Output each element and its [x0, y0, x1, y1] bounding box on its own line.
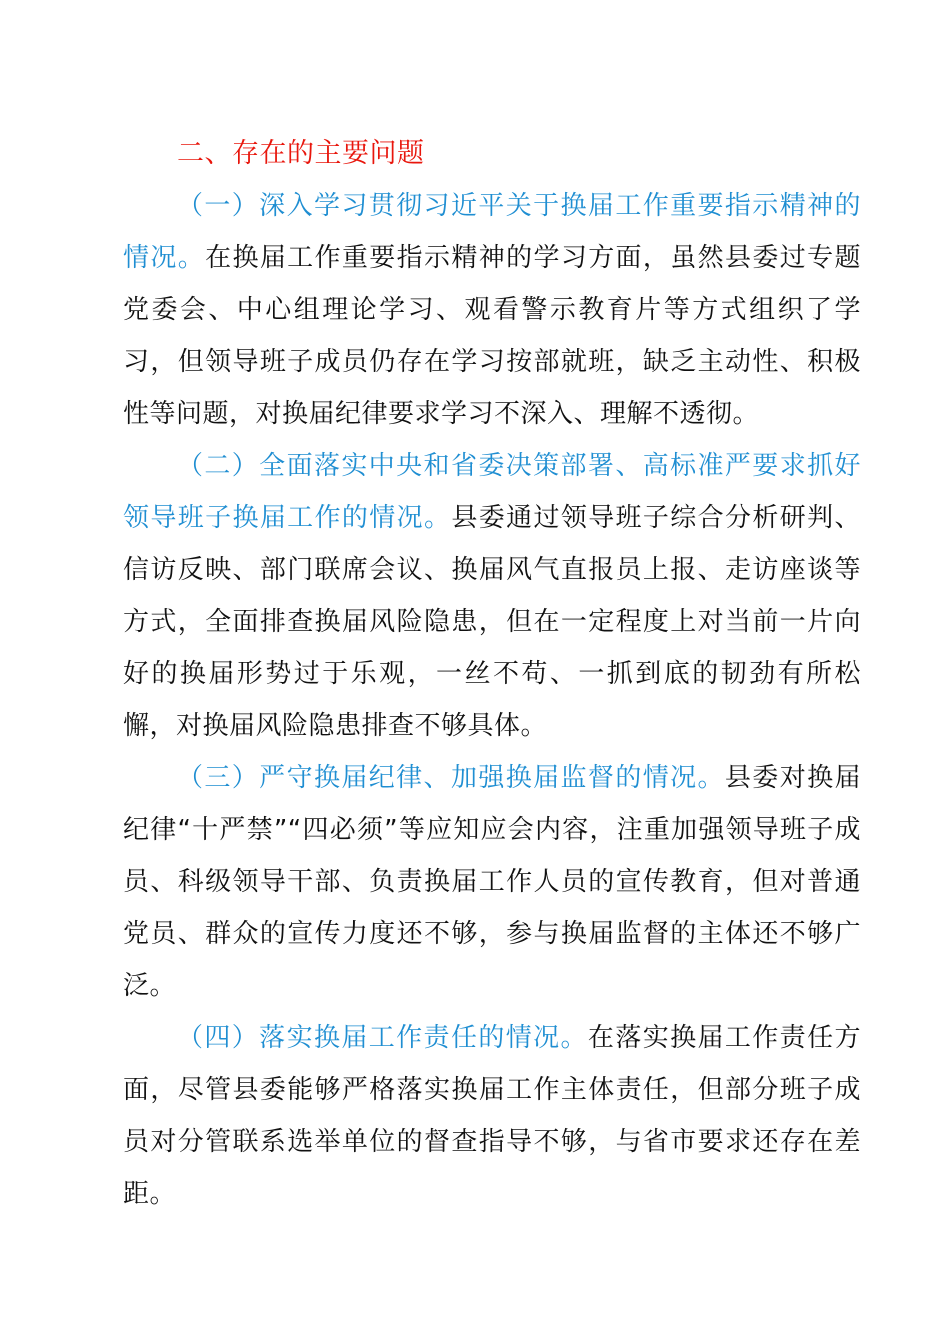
- paragraph-2: [123, 440, 861, 752]
- paragraph-1-body: 在换届工作重要指示精神的学习方面，虽然县委过专题党委会、中心组理论学习、观看警示教育片等方式组织了学习，但领导班子成员仍存在学习按部就班，缺乏主动性、积极性等问题，对换届纪律要求学习不深入、理解不透彻。: [123, 243, 861, 429]
- paragraph-3-body: 县委对换届纪律“十严禁”“四必须”等应知应会内容，注重加强领导班子成员、科级领导干部、负责换届工作人员的宣传教育，但对普通党员、群众的宣传力度还不够，参与换届监督的主体还不够广泛。: [123, 763, 861, 1001]
- paragraph-1-title: （一）深入学习贯彻习近平关于换届工作重要指示精神的情况。: [123, 191, 861, 273]
- paragraph-3-title: （三）严守换届纪律、加强换届监督的情况。: [177, 763, 725, 793]
- paragraph-4: [123, 1012, 861, 1220]
- paragraph-3: [123, 752, 861, 1012]
- document-content: [123, 128, 861, 1220]
- paragraph-2-body: 县委通过领导班子综合分析研判、信访反映、部门联席会议、换届风气直报员上报、走访座谈等方式，全面排查换届风险隐患，但在一定程度上对当前一片向好的换届形势过于乐观，一丝不苟、一抓到底的韧劲有所松懈，对换届风险隐患排查不够具体。: [123, 503, 861, 741]
- paragraph-1: [123, 180, 861, 440]
- paragraph-4-title: （四）落实换届工作责任的情况。: [177, 1023, 588, 1053]
- paragraph-4-body: 在落实换届工作责任方面，尽管县委能够严格落实换届工作主体责任，但部分班子成员对分管联系选举单位的督查指导不够，与省市要求还存在差距。: [123, 1023, 861, 1209]
- section-heading: 二、存在的主要问题: [177, 138, 425, 169]
- paragraph-2-title: （二）全面落实中央和省委决策部署、高标准严要求抓好领导班子换届工作的情况。: [123, 451, 861, 533]
